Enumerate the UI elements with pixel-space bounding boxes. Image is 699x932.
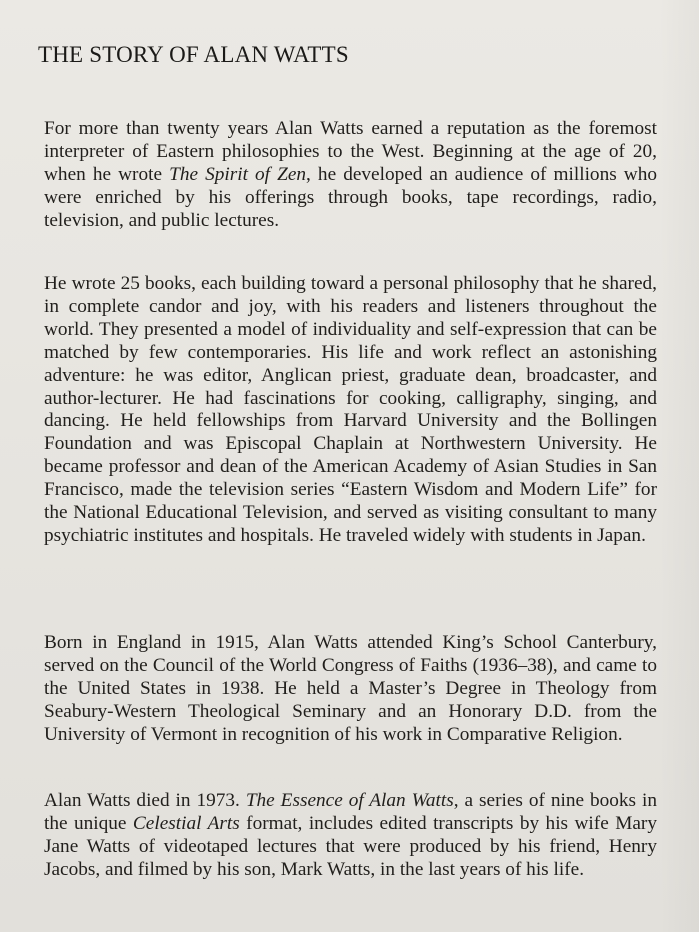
paragraph-career: He wrote 25 books, each building toward a personal philosophy that he shared, in complete candor and joy, with his readers and listeners throughout the world. They presented a model of individuality and self-expression that can be matched by few contemporaries. His life and work reflect an astonishing adventure: he was editor, Anglican priest, graduate dean, broadcaster, and author-lecturer. He had fascinations for cooking, calligraphy, singing, and dancing. He held fellowships from Harvard University and the Bollingen Foundation and was Episcopal Chaplain at Northwestern University. He became professor and dean of the American Academy of Asian Studies in San Francisco, made the television series “Eastern Wisdom and Modern Life” for the National Educational Television, and served as visiting consultant to many psychiatric institutes and hospitals. He traveled widely with students in Japan.: [44, 273, 657, 546]
paragraph-intro-text-a: For more than twenty years Alan Watts earned a reputation as the foremost interpreter of Eastern philosophies to the West. Beginning at the age of 20, when he wrote: [44, 118, 657, 185]
paragraph-legacy-text-c: , a series of nine books in the unique: [44, 790, 657, 834]
series-title-essence: The Essence of Alan Watts: [245, 790, 454, 811]
paragraph-biography: Born in England in 1915, Alan Watts attended King’s School Canterbury, served on the Council of the World Congress of Faiths (1936–38), and came to the United States in 1938. He held a Master’s Degree in Theology from Seabury-Western Theological Seminary and an Honorary D.D. from the University of Vermont in recognition of his work in Comparative Religion.: [44, 632, 657, 745]
paragraph-legacy-text-e: format, includes edited transcripts by his wife Mary Jane Watts of videotaped lectures that were produced by his friend, Henry Jacobs, and filmed by his son, Mark Watts, in the last years of his life.: [44, 812, 657, 880]
paragraph-intro-text-c: , he developed an audience of millions who were enriched by his offerings through books, tape recordings, radio, television, and public lectures.: [44, 163, 657, 231]
page-shadow: [659, 0, 699, 932]
paragraph-legacy-text-a: Alan Watts died in 1973.: [44, 790, 246, 811]
paragraph-legacy: [44, 790, 657, 882]
page-title: THE STORY OF ALAN WATTS: [38, 42, 349, 67]
book-title-spirit-of-zen: The Spirit of Zen: [169, 163, 307, 185]
publisher-celestial-arts: Celestial Arts: [132, 812, 240, 834]
paragraph-intro: [44, 118, 657, 233]
